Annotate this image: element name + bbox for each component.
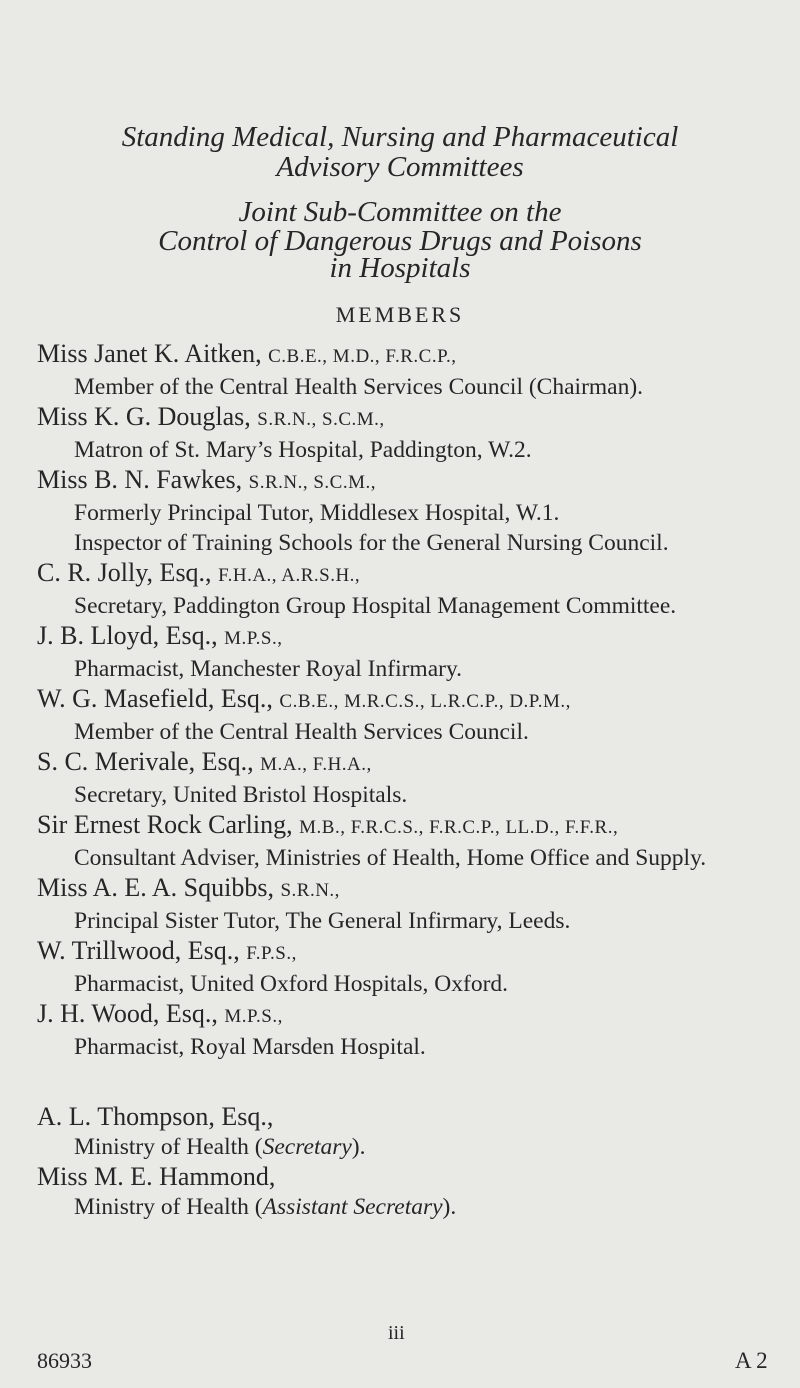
member-name: W. Trillwood, Esq., [37, 936, 240, 965]
heading-line-5: in Hospitals [329, 252, 471, 284]
member-name: Miss A. E. A. Squibbs, [37, 873, 274, 902]
secretary-role: Secretary [262, 1134, 352, 1160]
member-name: Sir Ernest Rock Carling, [37, 810, 293, 839]
member-name: J. H. Wood, Esq., [37, 999, 218, 1028]
member-quals: F.H.A., A.R.S.H., [218, 565, 361, 586]
member-name: Miss K. G. Douglas, [37, 402, 251, 431]
member-quals: S.R.N., S.C.M., [257, 409, 385, 430]
member-role: Secretary, United Bristol Hospitals. [74, 782, 408, 808]
heading-line-1: Standing Medical, Nursing and Pharmaceutical [121, 121, 679, 153]
member-quals: S.R.N., [280, 880, 340, 901]
members-list [37, 339, 797, 1222]
member-name: C. R. Jolly, Esq., [37, 558, 212, 587]
footer-code-left: 86933 [37, 1348, 92, 1373]
member-entry [37, 465, 797, 558]
member-entry [37, 873, 797, 936]
member-role: Consultant Adviser, Ministries of Health, Home Office and Supply. [74, 845, 707, 871]
member-name: Miss B. N. Fawkes, [37, 465, 243, 494]
member-quals: S.R.N., S.C.M., [248, 472, 376, 493]
secretary-entry [37, 1102, 797, 1162]
footer-code-right: A 2 [735, 1348, 768, 1373]
member-quals: C.B.E., M.R.C.S., L.R.C.P., D.P.M., [279, 691, 571, 712]
member-role: Secretary, Paddington Group Hospital Management Committee. [74, 593, 677, 619]
member-entry [37, 999, 797, 1062]
member-quals: M.B., F.R.C.S., F.R.C.P., LL.D., F.F.R., [299, 817, 619, 838]
member-entry [37, 684, 797, 747]
member-name: Miss Janet K. Aitken, [37, 339, 262, 368]
secretary-name: Miss M. E. Hammond, [37, 1162, 276, 1191]
member-entry [37, 747, 797, 810]
secretary-name: A. L. Thompson, Esq., [37, 1102, 274, 1131]
member-role: Pharmacist, Royal Marsden Hospital. [74, 1034, 426, 1060]
member-entry [37, 558, 797, 621]
secretary-role-line: Ministry of Health (Secretary). [74, 1134, 366, 1160]
heading-line-3: Joint Sub-Committee on the [238, 196, 562, 228]
member-role: Formerly Principal Tutor, Middlesex Hospital, W.1. [74, 500, 560, 526]
member-name: J. B. Lloyd, Esq., [37, 621, 218, 650]
page-number: iii [388, 1322, 405, 1344]
member-role: Member of the Central Health Services Council. [74, 719, 529, 745]
member-role: Pharmacist, Manchester Royal Infirmary. [74, 656, 463, 682]
member-name: S. C. Merivale, Esq., [37, 747, 254, 776]
member-role: Member of the Central Health Services Council (Chairman). [74, 374, 644, 400]
member-quals: M.P.S., [224, 628, 283, 649]
member-quals: M.A., F.H.A., [260, 754, 372, 775]
member-entry [37, 621, 797, 684]
members-title: MEMBERS [335, 302, 465, 327]
member-role: Pharmacist, United Oxford Hospitals, Oxford. [74, 971, 509, 997]
member-role: Principal Sister Tutor, The General Infirmary, Leeds. [74, 908, 571, 934]
secretary-entry [37, 1162, 797, 1222]
member-role: Matron of St. Mary’s Hospital, Paddington, W.2. [74, 437, 532, 463]
member-name: W. G. Masefield, Esq., [37, 684, 273, 713]
member-quals: F.P.S., [246, 943, 297, 964]
member-role: Inspector of Training Schools for the General Nursing Council. [74, 530, 669, 556]
member-entry [37, 339, 797, 402]
member-quals: C.B.E., M.D., F.R.C.P., [268, 346, 457, 367]
member-entry [37, 810, 797, 873]
heading-line-2: Advisory Committees [276, 151, 524, 183]
section-gap [37, 1062, 797, 1102]
member-quals: M.P.S., [224, 1006, 283, 1027]
member-entry [37, 402, 797, 465]
secretary-role-line: Ministry of Health (Assistant Secretary). [74, 1194, 457, 1220]
member-entry [37, 936, 797, 999]
secretary-role: Assistant Secretary [262, 1194, 443, 1220]
heading-line-4: Control of Dangerous Drugs and Poisons [158, 225, 642, 257]
